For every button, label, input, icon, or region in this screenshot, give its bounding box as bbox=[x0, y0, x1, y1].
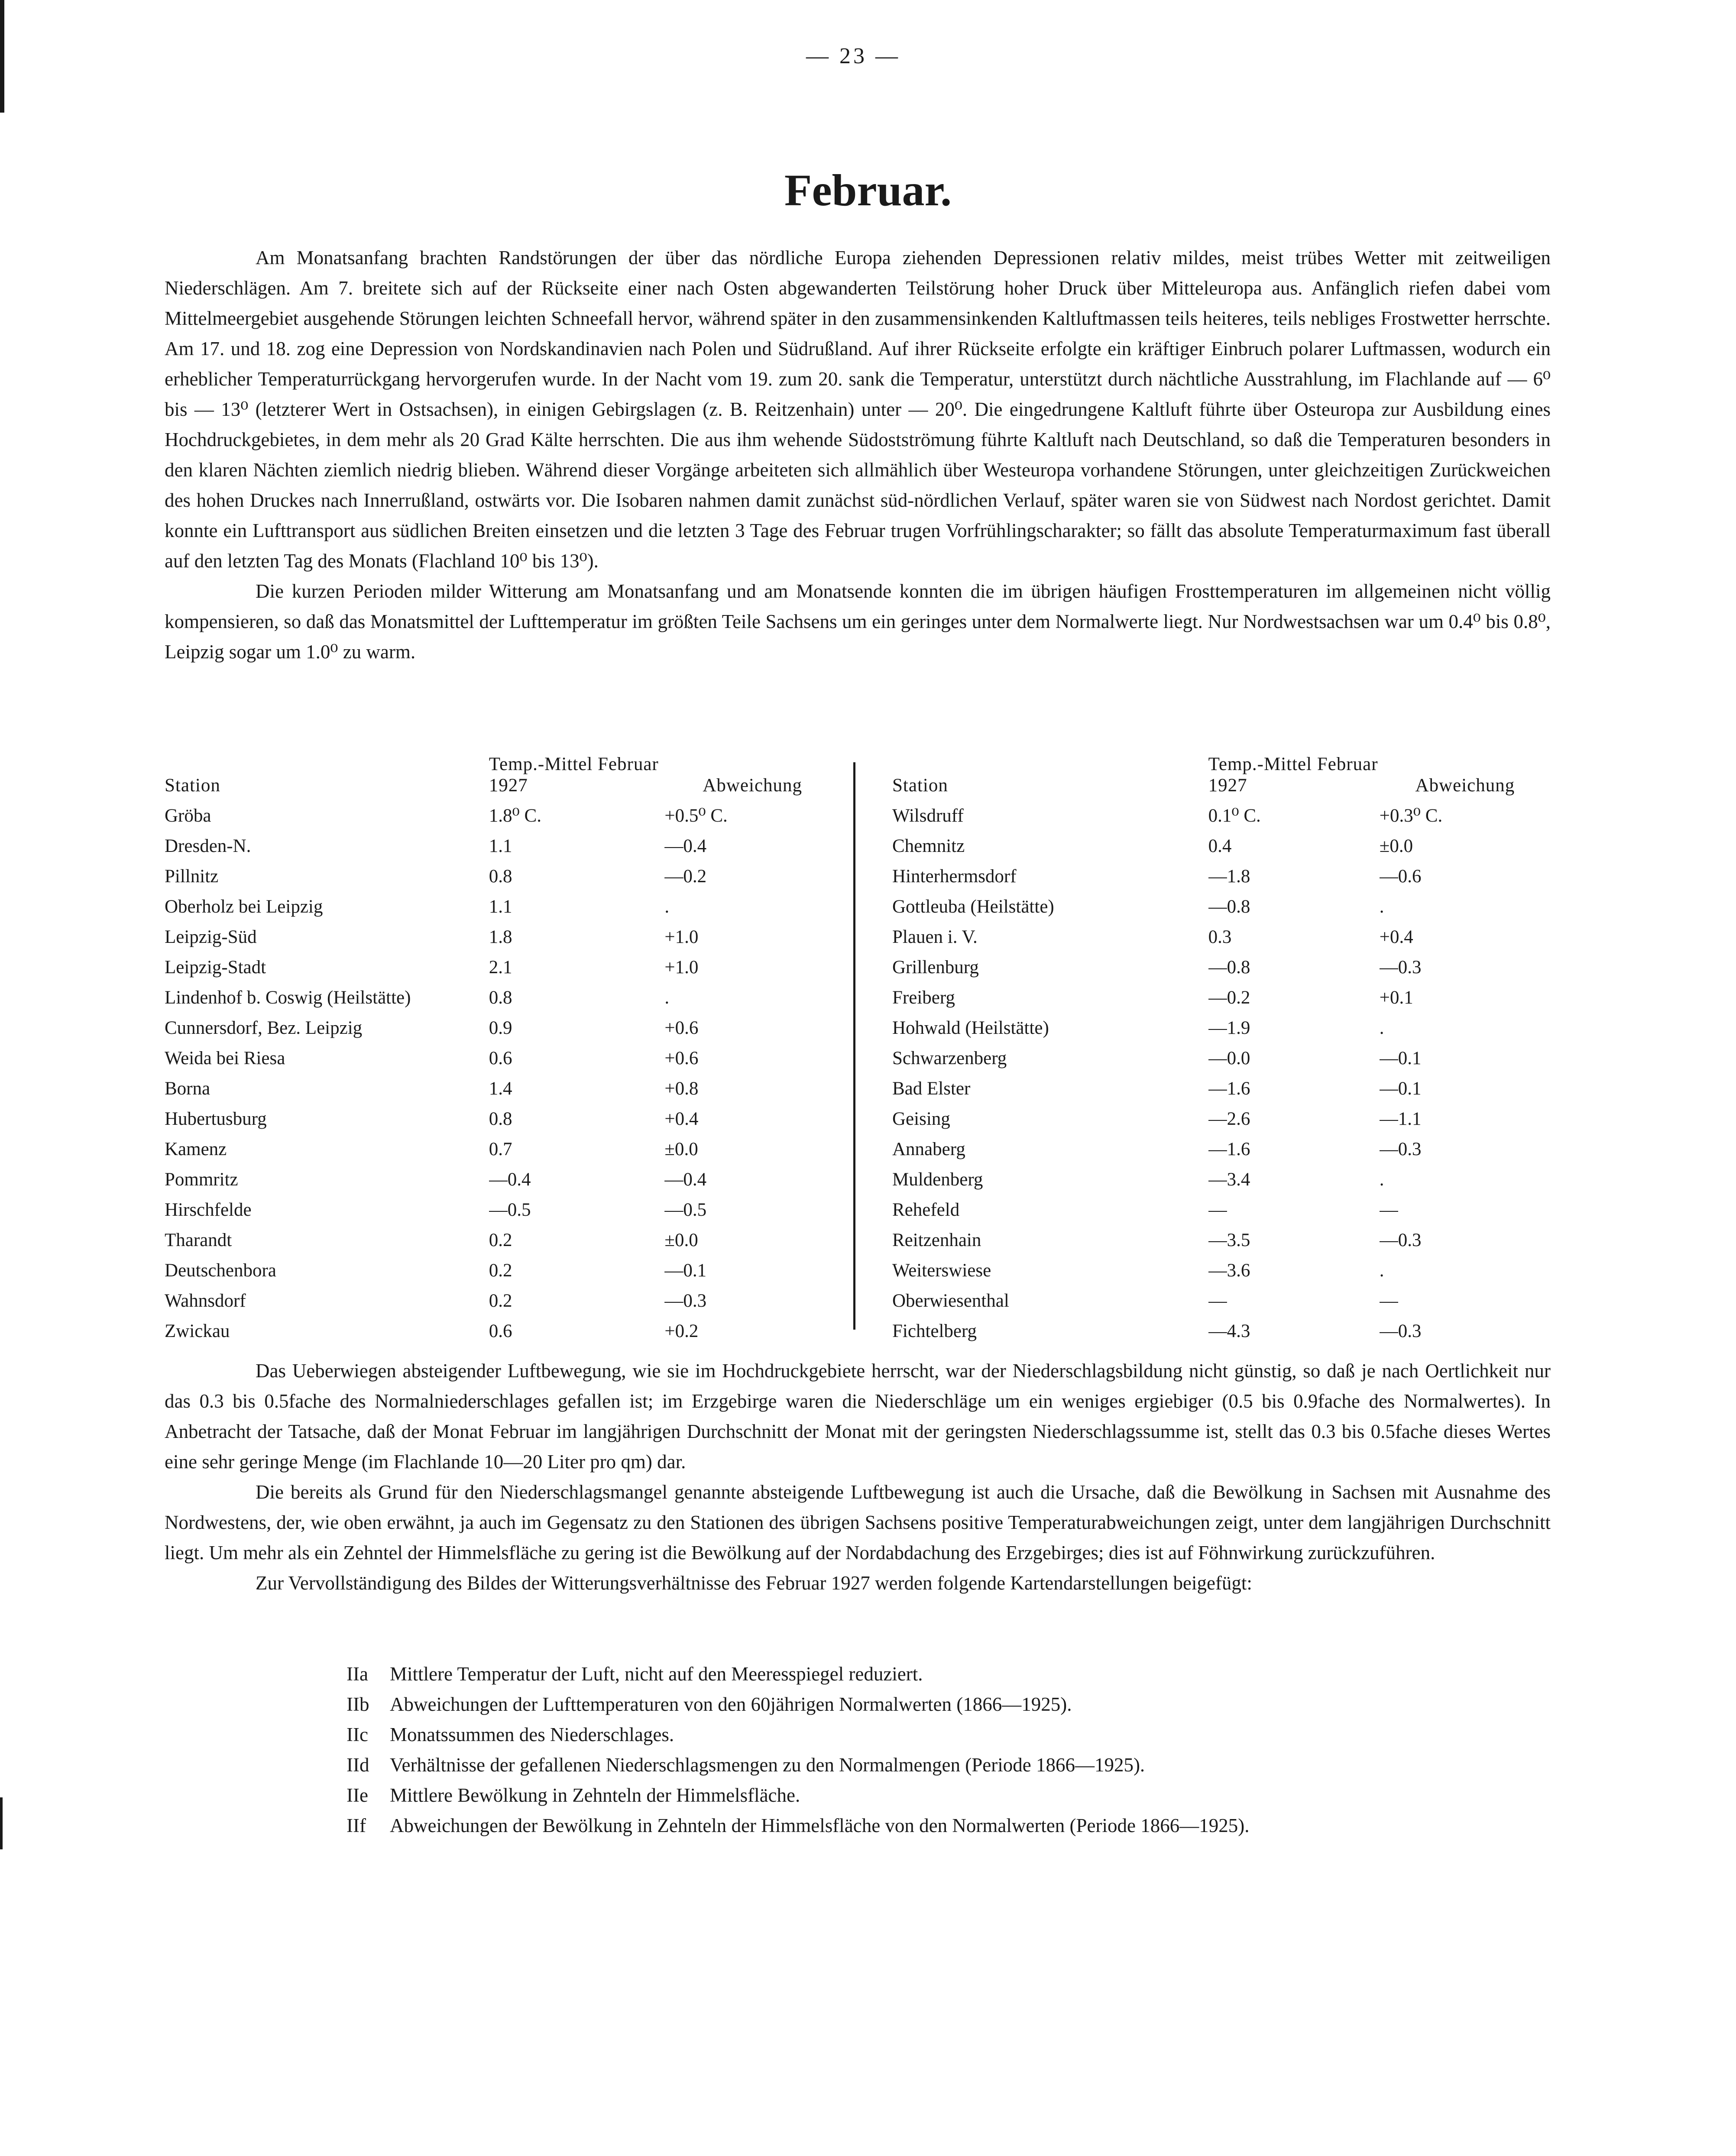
station-name: Borna bbox=[165, 1078, 211, 1099]
table-row bbox=[892, 1069, 1551, 1099]
station-name: Freiberg bbox=[892, 987, 955, 1008]
station-name: Chemnitz bbox=[892, 836, 965, 856]
deviation-value: . bbox=[1379, 897, 1384, 917]
deviation-value: —0.3 bbox=[1379, 1230, 1422, 1250]
header-station: Station bbox=[892, 775, 948, 796]
deviation-value: . bbox=[664, 897, 670, 917]
temperature-value: 2.1 bbox=[489, 957, 512, 978]
temperature-value: — bbox=[1208, 1291, 1227, 1311]
station-name: Kamenz bbox=[165, 1139, 227, 1159]
map-code: IIe bbox=[347, 1784, 368, 1806]
station-name: Schwarzenberg bbox=[892, 1048, 1007, 1068]
deviation-value: +1.0 bbox=[664, 927, 699, 947]
station-name: Reitzenhain bbox=[892, 1230, 981, 1250]
station-name: Weida bei Riesa bbox=[165, 1048, 285, 1068]
deviation-value: —0.2 bbox=[664, 866, 707, 887]
temperature-value: —0.8 bbox=[1208, 957, 1250, 978]
deviation-value: —0.6 bbox=[1379, 866, 1422, 887]
table-row bbox=[892, 1190, 1551, 1220]
table-body-left bbox=[165, 796, 840, 1342]
table-row bbox=[892, 1008, 1551, 1039]
map-code: IIf bbox=[347, 1815, 366, 1836]
deviation-value: — bbox=[1379, 1291, 1398, 1311]
temperature-value: —2.6 bbox=[1208, 1109, 1250, 1129]
table-body-right bbox=[892, 796, 1551, 1342]
table-row bbox=[165, 887, 840, 917]
table-row bbox=[892, 857, 1551, 887]
temperature-value: 0.1⁰ C. bbox=[1208, 806, 1261, 826]
deviation-value: +0.1 bbox=[1379, 987, 1413, 1008]
station-name: Lindenhof b. Coswig (Heilstätte) bbox=[165, 987, 411, 1008]
temperature-value: —0.0 bbox=[1208, 1048, 1250, 1068]
deviation-value: —0.4 bbox=[664, 1169, 707, 1190]
intro-paragraph: Die kurzen Perioden milder Witterung am Monatsanfang und am Monatsende konnten die im übrigen häufigen Frosttemperaturen im allgemeinen nicht völlig kompensieren, so daß das Monatsmittel der Lufttemperatur im größten Teile Sachsens um ein geringes unter dem Normalwerte liegt. Nur Nordwestsachsen war um 0.4⁰ bis 0.8⁰, Leipzig sogar um 1.0⁰ zu warm. bbox=[165, 580, 1551, 663]
temperature-value: 0.6 bbox=[489, 1321, 512, 1341]
table-row bbox=[165, 1039, 840, 1069]
map-code: IIb bbox=[347, 1693, 369, 1715]
header-station: Station bbox=[165, 775, 220, 796]
deviation-value: —0.1 bbox=[1379, 1078, 1422, 1099]
station-name: Annaberg bbox=[892, 1139, 965, 1159]
deviation-value: +0.6 bbox=[664, 1018, 699, 1038]
deviation-value: —0.4 bbox=[664, 836, 707, 856]
table-row bbox=[892, 796, 1551, 826]
station-name: Wilsdruff bbox=[892, 806, 964, 826]
station-tables bbox=[165, 754, 1551, 1341]
temperature-value: 0.8 bbox=[489, 987, 512, 1008]
station-name: Zwickau bbox=[165, 1321, 230, 1341]
station-name: Bad Elster bbox=[892, 1078, 971, 1099]
map-list-item bbox=[347, 1719, 1559, 1750]
station-name: Cunnersdorf, Bez. Leipzig bbox=[165, 1018, 363, 1038]
temperature-value: —0.2 bbox=[1208, 987, 1250, 1008]
station-name: Gröba bbox=[165, 806, 211, 826]
table-row bbox=[165, 978, 840, 1008]
table-row bbox=[892, 1311, 1551, 1342]
deviation-value: +0.4 bbox=[664, 1109, 699, 1129]
table-row bbox=[892, 1099, 1551, 1130]
station-table-left bbox=[165, 754, 840, 1342]
temperature-value: 0.4 bbox=[1208, 836, 1232, 856]
map-code: IIa bbox=[347, 1663, 368, 1685]
deviation-value: . bbox=[1379, 1018, 1384, 1038]
station-name: Rehefeld bbox=[892, 1200, 960, 1220]
station-name: Hirschfelde bbox=[165, 1200, 252, 1220]
temperature-value: 1.1 bbox=[489, 897, 512, 917]
header-deviation: Abweichung bbox=[1415, 775, 1515, 796]
station-name: Wahnsdorf bbox=[165, 1291, 246, 1311]
map-list-item bbox=[347, 1659, 1559, 1689]
table-row bbox=[892, 1039, 1551, 1069]
table-header-row bbox=[892, 754, 1551, 796]
station-table-right bbox=[892, 754, 1551, 1342]
table-header-row bbox=[165, 754, 840, 796]
map-list-item bbox=[347, 1810, 1559, 1841]
temperature-value: 1.8 bbox=[489, 927, 512, 947]
page-number: — 23 — bbox=[806, 44, 900, 68]
temperature-value: —4.3 bbox=[1208, 1321, 1250, 1341]
deviation-value: —0.3 bbox=[1379, 1321, 1422, 1341]
map-description: Monatssummen des Niederschlages. bbox=[390, 1724, 674, 1745]
station-name: Hinterhermsdorf bbox=[892, 866, 1017, 887]
map-code: IId bbox=[347, 1754, 369, 1776]
temperature-value: —3.4 bbox=[1208, 1169, 1250, 1190]
temperature-value: 0.8 bbox=[489, 866, 512, 887]
map-description: Verhältnisse der gefallenen Niederschlagsmengen zu den Normalmengen (Periode 1866—1925). bbox=[390, 1754, 1145, 1776]
station-name: Leipzig-Süd bbox=[165, 927, 257, 947]
deviation-value: +0.3⁰ C. bbox=[1379, 806, 1443, 826]
table-row bbox=[165, 1311, 840, 1342]
table-row bbox=[165, 1099, 840, 1130]
map-list-item bbox=[347, 1689, 1559, 1719]
table-row bbox=[165, 1160, 840, 1190]
deviation-value: —0.1 bbox=[1379, 1048, 1422, 1068]
temperature-value: 0.2 bbox=[489, 1230, 512, 1250]
table-row bbox=[165, 917, 840, 948]
station-name: Tharandt bbox=[165, 1230, 232, 1250]
table-row bbox=[165, 1251, 840, 1281]
deviation-value: —0.1 bbox=[664, 1260, 707, 1281]
map-code: IIc bbox=[347, 1724, 368, 1745]
temperature-value: —3.6 bbox=[1208, 1260, 1250, 1281]
deviation-value: . bbox=[664, 987, 670, 1008]
deviation-value: +0.5⁰ C. bbox=[664, 806, 728, 826]
deviation-value: ±0.0 bbox=[1379, 836, 1413, 856]
map-list-item bbox=[347, 1750, 1559, 1780]
temperature-value: 0.9 bbox=[489, 1018, 512, 1038]
temperature-value: 0.2 bbox=[489, 1291, 512, 1311]
deviation-value: —0.3 bbox=[664, 1291, 707, 1311]
temperature-value: 0.6 bbox=[489, 1048, 512, 1068]
deviation-value: . bbox=[1379, 1169, 1384, 1190]
station-name: Grillenburg bbox=[892, 957, 979, 978]
station-name: Oberwiesenthal bbox=[892, 1291, 1009, 1311]
map-description: Mittlere Temperatur der Luft, nicht auf den Meeresspiegel reduziert. bbox=[390, 1663, 923, 1685]
table-row bbox=[892, 948, 1551, 978]
temperature-value: —3.5 bbox=[1208, 1230, 1250, 1250]
station-name: Fichtelberg bbox=[892, 1321, 977, 1341]
temperature-value: 0.8 bbox=[489, 1109, 512, 1129]
station-name: Oberholz bei Leipzig bbox=[165, 897, 323, 917]
temperature-value: 0.3 bbox=[1208, 927, 1232, 947]
table-row bbox=[165, 1220, 840, 1251]
table-row bbox=[892, 1130, 1551, 1160]
station-name: Deutschenbora bbox=[165, 1260, 276, 1281]
station-name: Gottleuba (Heilstätte) bbox=[892, 897, 1054, 917]
deviation-value: —0.5 bbox=[664, 1200, 707, 1220]
header-temp: Temp.-Mittel Februar 1927 bbox=[489, 754, 659, 796]
deviation-value: +1.0 bbox=[664, 957, 699, 978]
table-row bbox=[165, 1130, 840, 1160]
temperature-value: — bbox=[1208, 1200, 1227, 1220]
station-name: Leipzig-Stadt bbox=[165, 957, 266, 978]
deviation-value: — bbox=[1379, 1200, 1398, 1220]
temperature-value: 0.2 bbox=[489, 1260, 512, 1281]
temperature-value: 1.8⁰ C. bbox=[489, 806, 541, 826]
temperature-value: 1.1 bbox=[489, 836, 512, 856]
temperature-value: —0.8 bbox=[1208, 897, 1250, 917]
temperature-value: 0.7 bbox=[489, 1139, 512, 1159]
table-row bbox=[165, 826, 840, 857]
station-name: Plauen i. V. bbox=[892, 927, 978, 947]
table-row bbox=[165, 796, 840, 826]
scan-edge-mark bbox=[0, 0, 4, 113]
temperature-value: —0.4 bbox=[489, 1169, 531, 1190]
table-row bbox=[165, 1190, 840, 1220]
table-row bbox=[892, 917, 1551, 948]
deviation-value: —0.3 bbox=[1379, 1139, 1422, 1159]
deviation-value: +0.6 bbox=[664, 1048, 699, 1068]
intro-paragraph: Am Monatsanfang brachten Randstörungen der über das nördliche Europa ziehenden Depressionen relativ mildes, meist trübes Wetter mit zeitweiligen Niederschlägen. Am 7. breitete sich auf der Rückseite einer nach Osten abgewanderten Teilstörung hoher Druck über Mitteleuropa aus. Anfänglich riefen dabei vom Mittelmeergebiet ausgehende Störungen leichten Schneefall hervor, während später in den zusammensinkenden Kaltluftmassen teils heiteres, teils nebliges Frostwetter herrschte. Am 17. und 18. zog eine Depression von Nordskandinavien nach Polen und Südrußland. Auf ihrer Rückseite erfolgte ein kräftiger Einbruch polarer Luftmassen, wodurch ein erheblicher Temperaturrückgang hervorgerufen wurde. In der Nacht vom 19. zum 20. sank die Temperatur, unterstützt durch nächtliche Ausstrahlung, im Flachlande auf — 6⁰ bis — 13⁰ (letzterer Wert in Ostsachsen), in einigen Gebirgslagen (z. B. Reitzenhain) unter — 20⁰. Die eingedrungene Kaltluft führte über Osteuropa zur Ausbildung eines Hochdruckgebietes, in dem mehr als 20 Grad Kälte herrschten. Die aus ihm wehende Südostströmung führte Kaltluft nach Deutschland, so daß die Temperaturen besonders in den klaren Nächten ziemlich niedrig blieben. Während dieser Vorgänge arbeiteten sich allmählich über Westeuropa vorhandene Störungen, unter gleichzeitigen Zurückweichen des hohen Druckes nach Innerrußland, ostwärts vor. Die Isobaren nahmen damit zunächst süd-nördlichen Verlauf, später waren sie von Südwest nach Nordost gerichtet. Damit konnte ein Lufttransport aus südlichen Breiten einsetzen und die letzten 3 Tage des Februar trugen Vorfrühlingscharakter; so fällt das absolute Temperaturmaximum fast überall auf den letzten Tag des Monats (Flachland 10⁰ bis 13⁰). bbox=[165, 247, 1551, 572]
table-row bbox=[892, 887, 1551, 917]
table-row bbox=[892, 826, 1551, 857]
table-divider bbox=[853, 762, 855, 1330]
station-name: Weiterswiese bbox=[892, 1260, 991, 1281]
station-name: Geising bbox=[892, 1109, 950, 1129]
deviation-value: +0.2 bbox=[664, 1321, 699, 1341]
station-name: Hohwald (Heilstätte) bbox=[892, 1018, 1049, 1038]
scan-edge-mark bbox=[0, 1797, 3, 1849]
table-row bbox=[892, 1281, 1551, 1311]
station-name: Pillnitz bbox=[165, 866, 219, 887]
outro-paragraph: Das Ueberwiegen absteigender Luftbewegung, wie sie im Hochdruckgebiete herrscht, war der Niederschlagsbildung nicht günstig, so daß je nach Oertlichkeit nur das 0.3 bis 0.5fache des Normalniederschlages gefallen ist; im Erzgebirge waren die Niederschläge um ein weniges ergiebiger (0.5 bis 0.9fache des Normalwertes). In Anbetracht der Tatsache, daß der Monat Februar im langjährigen Durchschnitt der Monat mit der geringsten Niederschlagssumme ist, stellt das 0.3 bis 0.5fache dieses Wertes eine sehr geringe Menge (im Flachlande 10—20 Liter pro qm) dar. bbox=[165, 1360, 1551, 1473]
outro-paragraph: Die bereits als Grund für den Niederschlagsmangel genannte absteigende Luftbewegung ist auch die Ursache, daß die Bewölkung in Sachsen mit Ausnahme des Nordwestens, der, wie oben erwähnt, ja auch im Gegensatz zu den Stationen des übrigen Sachsens positive Temperaturabweichungen zeigt, unter dem langjährigen Durchschnitt liegt. Um mehr als ein Zehntel der Himmelsfläche zu gering ist die Bewölkung auf der Nordabdachung des Erzgebirges; dies ist auf Föhnwirkung zurückzuführen. bbox=[165, 1481, 1551, 1564]
table-row bbox=[892, 978, 1551, 1008]
temperature-value: 1.4 bbox=[489, 1078, 512, 1099]
temperature-value: —1.9 bbox=[1208, 1018, 1250, 1038]
table-row bbox=[892, 1160, 1551, 1190]
header-temp: Temp.-Mittel Februar 1927 bbox=[1208, 754, 1378, 796]
table-row bbox=[892, 1251, 1551, 1281]
table-row bbox=[165, 1069, 840, 1099]
header-deviation: Abweichung bbox=[703, 775, 803, 796]
deviation-value: ±0.0 bbox=[664, 1230, 698, 1250]
station-name: Muldenberg bbox=[892, 1169, 983, 1190]
table-row bbox=[165, 1281, 840, 1311]
deviation-value: +0.8 bbox=[664, 1078, 699, 1099]
temperature-value: —0.5 bbox=[489, 1200, 531, 1220]
station-name: Pommritz bbox=[165, 1169, 238, 1190]
table-row bbox=[165, 1008, 840, 1039]
map-list bbox=[347, 1659, 1559, 1841]
map-description: Abweichungen der Bewölkung in Zehnteln der Himmelsfläche von den Normalwerten (Periode 1866—1925). bbox=[390, 1815, 1250, 1836]
map-description: Mittlere Bewölkung in Zehnteln der Himmelsfläche. bbox=[390, 1784, 800, 1806]
temperature-value: —1.6 bbox=[1208, 1139, 1250, 1159]
table-row bbox=[165, 948, 840, 978]
deviation-value: ±0.0 bbox=[664, 1139, 698, 1159]
intro-text bbox=[165, 243, 1551, 667]
temperature-value: —1.8 bbox=[1208, 866, 1250, 887]
deviation-value: —1.1 bbox=[1379, 1109, 1422, 1129]
table-row bbox=[892, 1220, 1551, 1251]
temperature-value: —1.6 bbox=[1208, 1078, 1250, 1099]
page-title: Februar. bbox=[784, 165, 952, 215]
table-row bbox=[165, 857, 840, 887]
station-name: Dresden-N. bbox=[165, 836, 251, 856]
map-list-item bbox=[347, 1780, 1559, 1810]
deviation-value: +0.4 bbox=[1379, 927, 1413, 947]
outro-paragraph: Zur Vervollständigung des Bildes der Witterungsverhältnisse des Februar 1927 werden folgende Kartendarstellungen beigefügt: bbox=[256, 1572, 1252, 1594]
deviation-value: . bbox=[1379, 1260, 1384, 1281]
station-name: Hubertusburg bbox=[165, 1109, 267, 1129]
map-description: Abweichungen der Lufttemperaturen von den 60jährigen Normalwerten (1866—1925). bbox=[390, 1693, 1072, 1715]
deviation-value: —0.3 bbox=[1379, 957, 1422, 978]
outro-text bbox=[165, 1356, 1551, 1598]
